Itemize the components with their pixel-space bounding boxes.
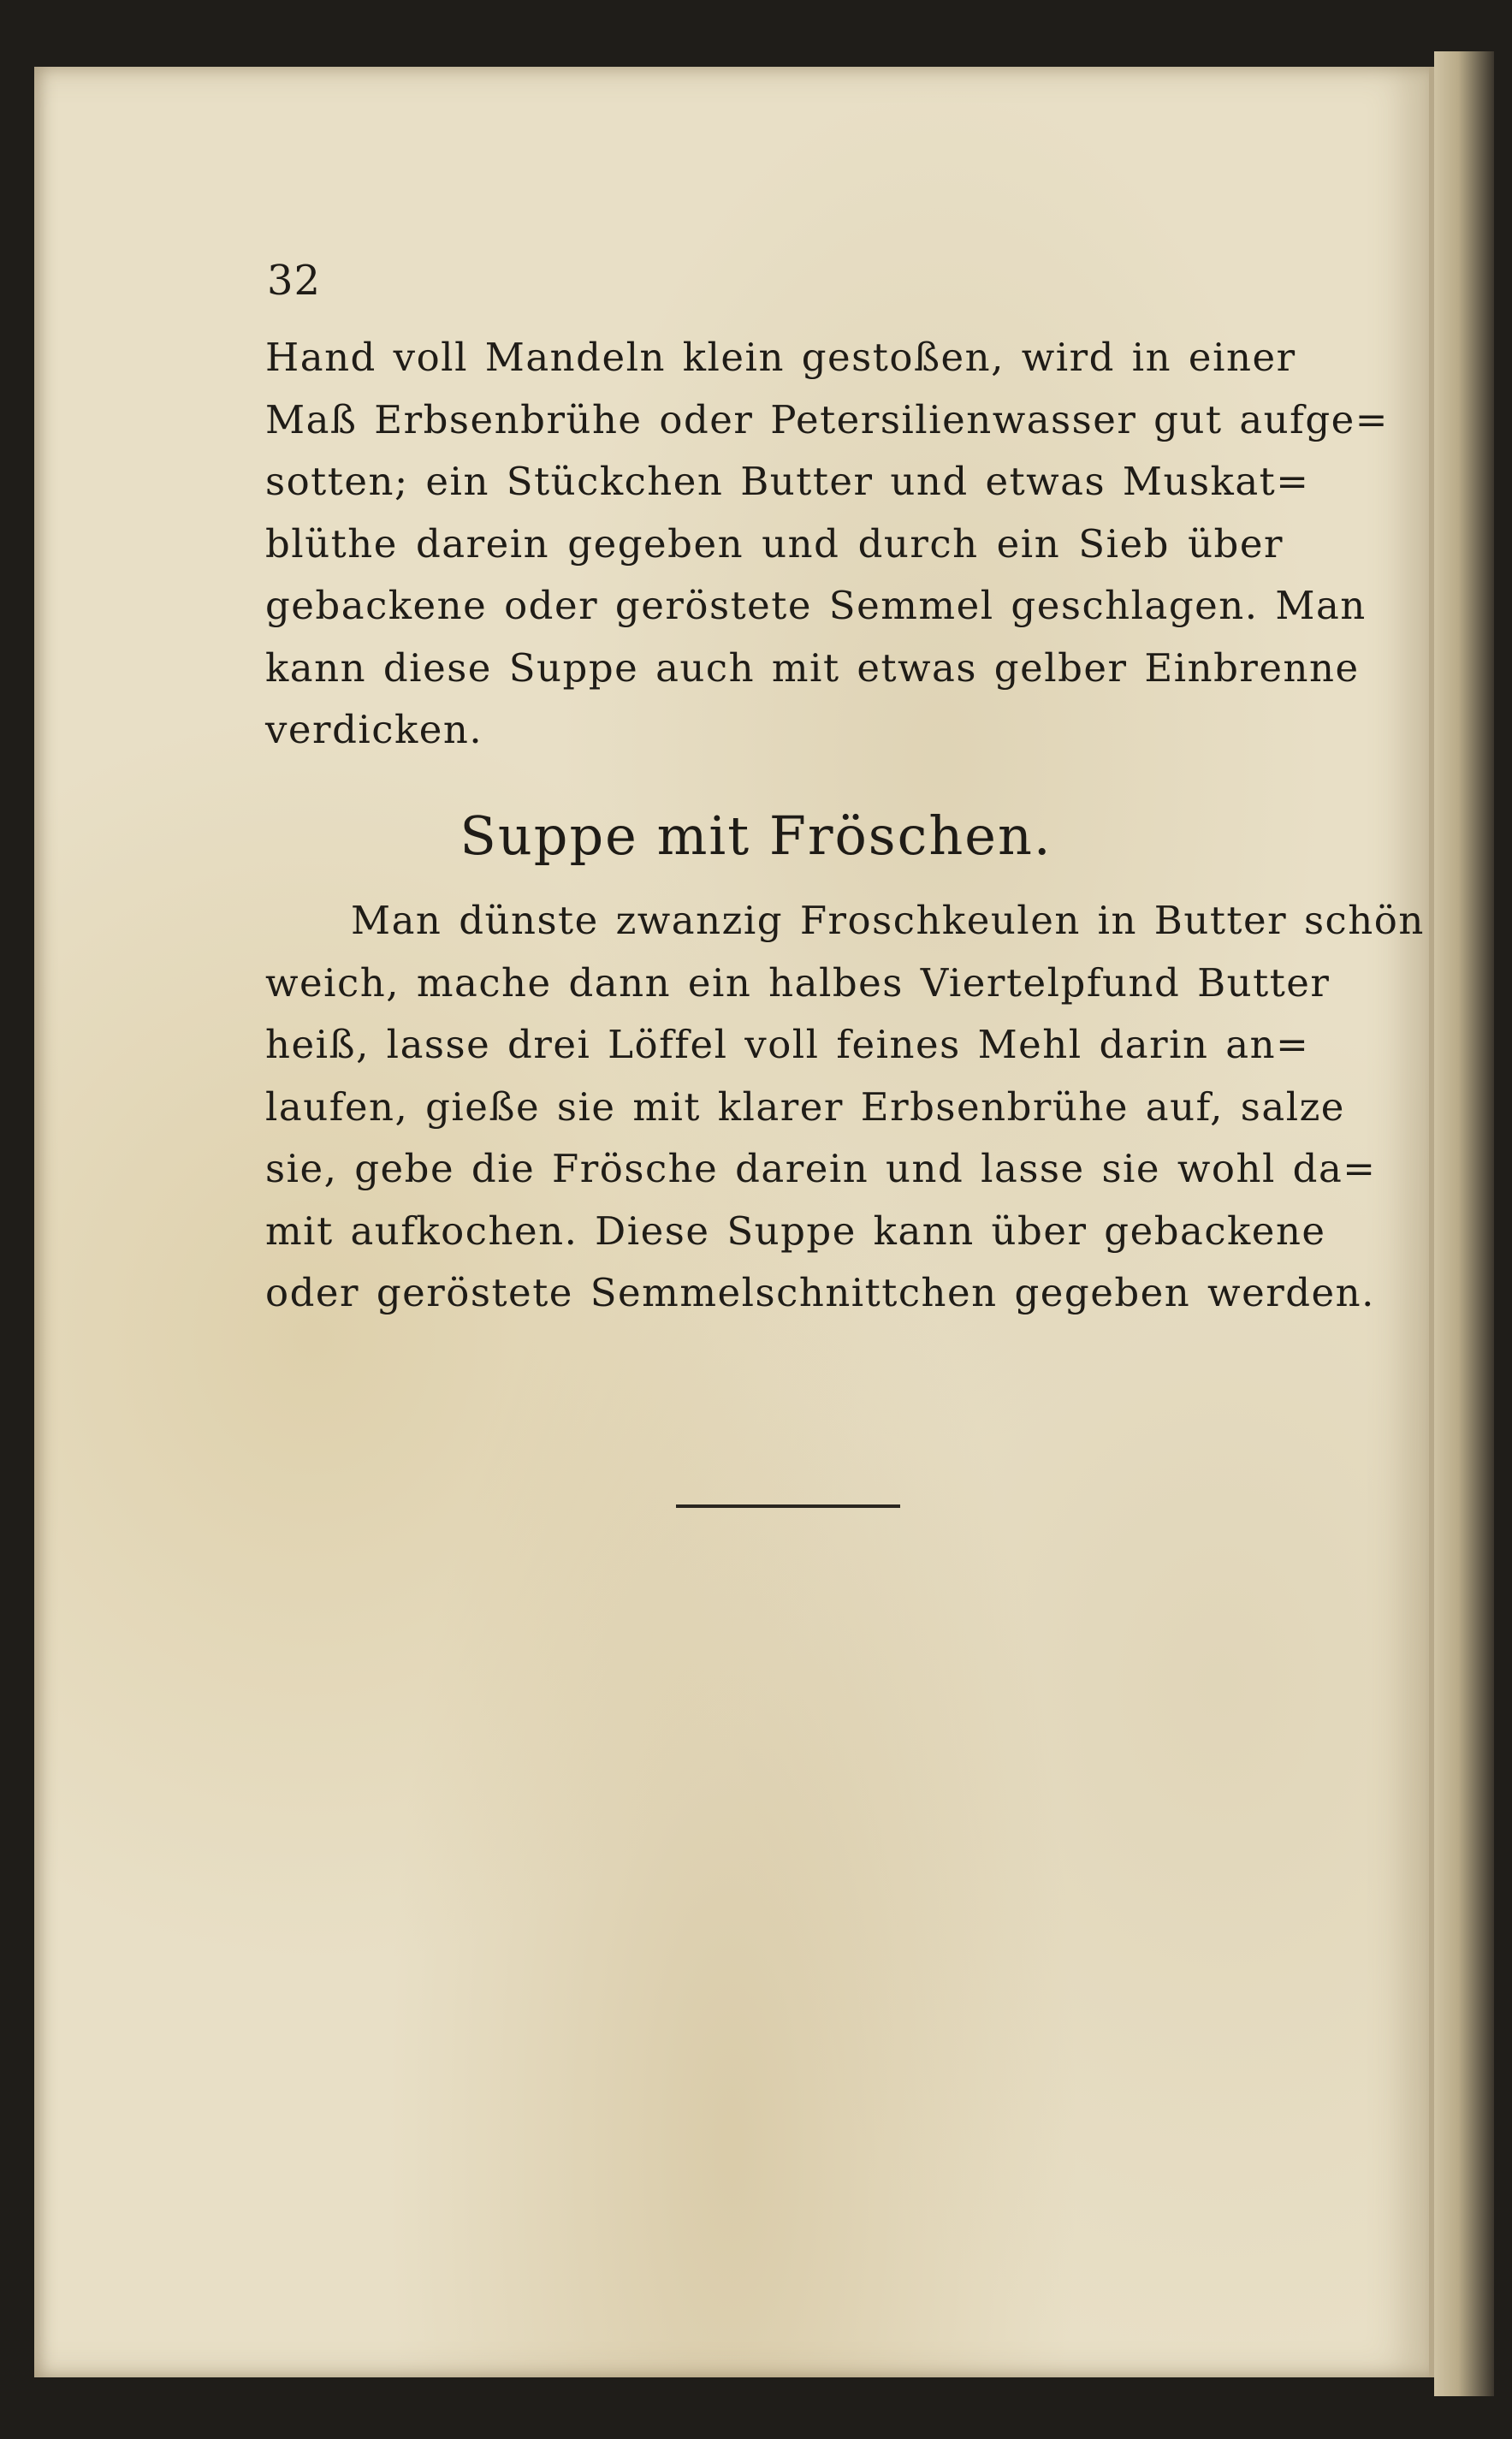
paragraph-2 [265, 890, 1425, 1325]
text-line: laufen, gieße sie mit klarer Erbsenbrühe auf, salze [265, 1083, 1345, 1130]
text-line: kann diese Suppe auch mit etwas gelber Einbrenne [265, 644, 1360, 691]
page-number: 32 [267, 257, 322, 305]
text-line: blüthe darein gegeben und durch ein Sieb über [265, 520, 1284, 567]
page-edge [1434, 51, 1494, 2396]
section-divider [676, 1504, 900, 1508]
text-line: weich, mache dann ein halbes Viertelpfund Butter [265, 959, 1331, 1006]
section-heading: Suppe mit Fröschen. [460, 804, 1052, 867]
text-line: sie, gebe die Frösche darein und lasse sie wohl da= [265, 1146, 1377, 1191]
text-line: heiß, lasse drei Löffel voll feines Mehl darin an= [265, 1022, 1310, 1067]
text-line: mit aufkochen. Diese Suppe kann über gebackene [265, 1208, 1326, 1254]
text-line: oder geröstete Semmelschnittchen gegeben werden. [265, 1270, 1375, 1315]
text-line: verdicken. [265, 707, 483, 752]
text-line: gebackene oder geröstete Semmel geschlagen. Man [265, 583, 1367, 628]
paragraph-1 [265, 327, 1389, 762]
text-line: Man dünste zwanzig Froschkeulen in Butter schön [351, 898, 1425, 943]
text-line: Maß Erbsenbrühe oder Petersilienwasser gut aufge= [265, 396, 1389, 442]
text-line: sotten; ein Stückchen Butter und etwas Muskat= [265, 459, 1310, 504]
text-line: Hand voll Mandeln klein gestoßen, wird in einer [265, 335, 1296, 380]
